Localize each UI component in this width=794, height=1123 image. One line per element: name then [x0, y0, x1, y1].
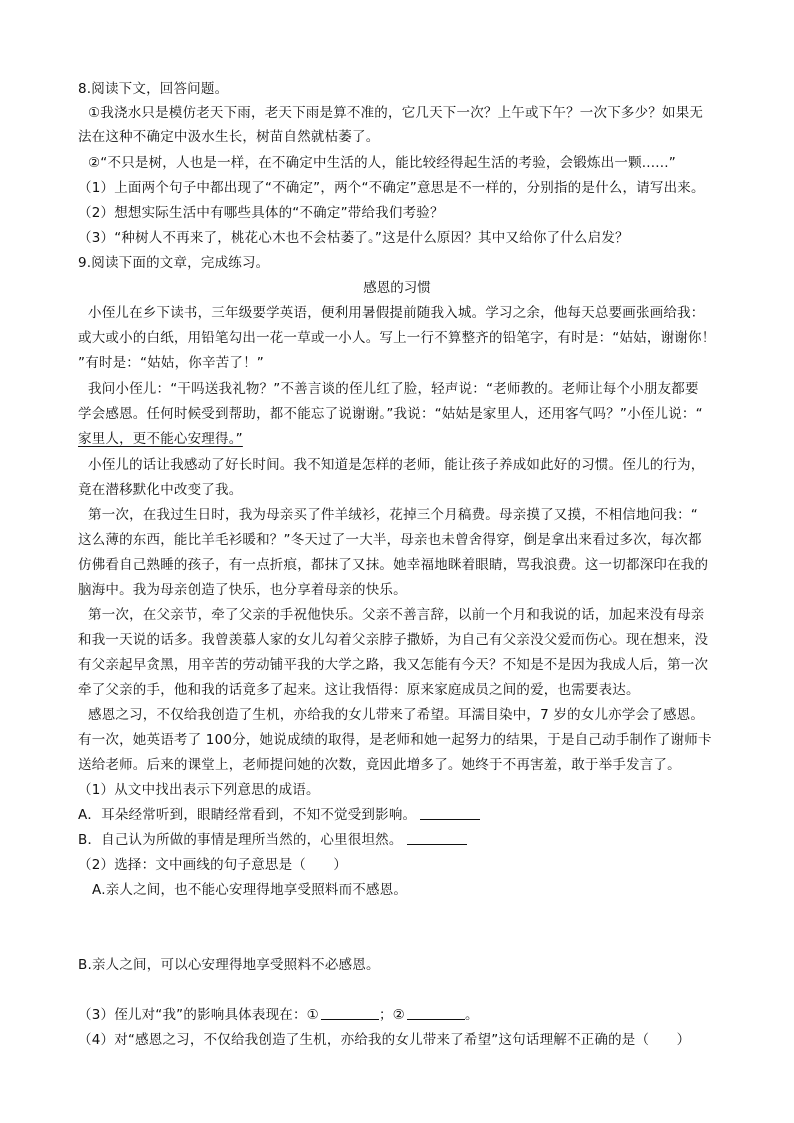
- paragraph-5-line-2: 和我一天说的话多。我曾羡慕人家的女儿勾着父亲脖子撒娇，为自己有父亲没父爱而伤心。现在想来，没: [78, 632, 709, 648]
- q8-question-3: （3）“种树人不再来了，桃花心木也不会枯萎了。”这是什么原因？其中又给你了什么启发？: [78, 230, 629, 246]
- q9-question-3: [78, 1006, 718, 1024]
- paragraph-4-line-4: 脑海中。我为母亲创造了快乐，也分享着母亲的快乐。: [78, 582, 407, 598]
- paragraph-5-line-4: 牵了父亲的手，他和我的话竟多了起来。这让我悟得：原来家庭成员之间的爱，也需要表达。: [78, 682, 640, 698]
- q8-sentence2-line1: ②“不只是树，人也是一样，在不确定中生活的人，能比较经得起生活的考验，会锻炼出一颗......”: [88, 155, 676, 171]
- paragraph-4-line-2: 这么薄的东西，能比羊毛衫暖和？”冬天过了一大半，母亲也未曾舍得穿，倒是拿出来看过多次，每次都: [78, 532, 702, 548]
- q3-end: 。: [465, 1007, 479, 1023]
- q8-question-2: （2）想想实际生活中有哪些具体的“不确定”带给我们考验？: [78, 205, 444, 221]
- q8-question-1: （1）上面两个句子中都出现了“不确定”，两个“不确定”意思是不一样的，分别指的是什么，请写出来。: [78, 180, 705, 196]
- paragraph-5-line-1: 第一次，在父亲节，牵了父亲的手祝他快乐。父亲不善言辞，以前一个月和我说的话，加起来没有母亲: [88, 607, 705, 623]
- q3-separator: ；②: [378, 1007, 405, 1023]
- q8-sentence1-line1: ①我浇水只是模仿老天下雨，老天下雨是算不准的，它几天下一次？上午或下午？一次下多少？如果无: [88, 105, 704, 121]
- q9-question-4: （4）对“感恩之习，不仅给我创造了生机，亦给我的女儿带来了希望”这句话理解不正确的是（ ）: [78, 1032, 691, 1048]
- paragraph-3-line-1: 小侄儿的话让我感动了好长时间。我不知道是怎样的老师，能让孩子养成如此好的习惯。侄儿的行为，: [88, 457, 705, 473]
- paragraph-2-line-1: 我问小侄儿：“干吗送我礼物？”不善言谈的侄儿红了脸，轻声说：“老师教的。老师让每个小朋友都要: [88, 381, 699, 397]
- answer-blank-2[interactable]: [407, 1007, 465, 1020]
- article-title: 感恩的习惯: [363, 280, 431, 296]
- paragraph-6-line-3: 送给老师。后来的课堂上，老师提问她的次数，竟因此增多了。她终于不再害羞，敢于举手发言了。: [78, 757, 681, 773]
- q8-sentence1-line2: 法在这种不确定中汲水生长，树苗自然就枯萎了。: [78, 129, 380, 145]
- q9-question-2-choice-a: A.亲人之间，也不能心安理得地享受照料而不感恩。: [92, 882, 408, 898]
- paragraph-6-line-1: 感恩之习，不仅给我创造了生机，亦给我的女儿带来了希望。耳濡目染中，7 岁的女儿亦学会了感恩。: [88, 707, 705, 723]
- q8-header: 8.阅读下文，回答问题。: [78, 81, 229, 97]
- option-a-text: A．耳朵经常听到，眼睛经常看到，不知不觉受到影响。: [78, 807, 417, 823]
- q9-question-2: （2）选择：文中画线的句子意思是（ ）: [78, 857, 348, 873]
- q9-question-1: （1）从文中找出表示下列意思的成语。: [78, 782, 320, 798]
- paragraph-6-line-2: 有一次，她英语考了 100分，她说成绩的取得，是老师和她一起努力的结果，于是自己动手制作了谢师卡: [78, 732, 712, 748]
- paragraph-2-line-2: 学会感恩。任何时候受到帮助，都不能忘了说谢谢。”我说：“姑姑是家里人，还用客气吗？”小侄儿说：“: [78, 406, 703, 422]
- paragraph-1-line-3: ”有时是：“姑姑，你辛苦了！”: [78, 355, 264, 371]
- answer-blank-1[interactable]: [321, 1007, 379, 1020]
- q3-prefix: （3）侄儿对“我”的影响具体表现在：①: [78, 1007, 319, 1023]
- q9-question-1-option-b: [78, 831, 718, 849]
- answer-blank-a[interactable]: [420, 807, 480, 820]
- paragraph-4-line-1: 第一次，在我过生日时，我为母亲买了件羊绒衫，花掉三个月稿费。母亲摸了又摸，不相信地问我：“: [88, 507, 698, 523]
- answer-blank-b[interactable]: [407, 832, 467, 845]
- paragraph-1-line-2: 或大或小的白纸，用铅笔勾出一花一草或一小人。写上一行不算整齐的铅笔字，有时是：“姑姑，谢谢你！: [78, 330, 716, 346]
- q9-header: 9.阅读下面的文章，完成练习。: [78, 255, 270, 271]
- paragraph-4-line-3: 仿佛看自己熟睡的孩子，有一点折痕，都抹了又抹。她幸福地眯着眼睛，骂我浪费。这一切都深印在我的: [78, 557, 709, 573]
- paragraph-1-line-1: 小侄儿在乡下读书，三年级要学英语，便利用暑假提前随我入城。学习之余，他每天总要画张画给我：: [88, 305, 705, 321]
- underlined-sentence: 家里人，更不能心安理得。”: [78, 431, 243, 447]
- option-b-text: B．自己认为所做的事情是理所当然的，心里很坦然。: [78, 832, 403, 848]
- paragraph-3-line-2: 竟在潜移默化中改变了我。: [78, 482, 243, 498]
- q9-question-1-option-a: [78, 806, 718, 824]
- paragraph-5-line-3: 有父亲起早贪黑，用辛苦的劳动铺平我的大学之路，我又怎能有今天？不知是不是因为我成人后，第一次: [78, 657, 709, 673]
- q9-question-2-choice-b: B.亲人之间，可以心安理得地享受照料不必感恩。: [78, 957, 380, 973]
